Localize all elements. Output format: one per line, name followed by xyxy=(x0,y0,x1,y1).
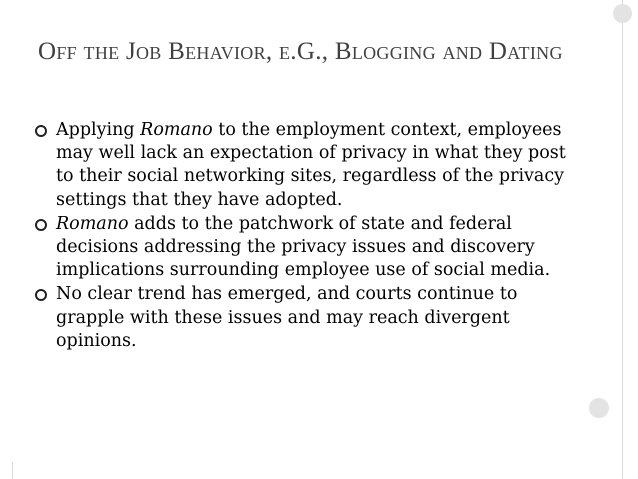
bullet-text-post: adds to the patchwork of state and federal decisions addressing the privacy issues and discovery implications surrounding employee use of social media. xyxy=(56,213,551,281)
right-border-line xyxy=(622,0,623,479)
decorative-circle-top xyxy=(613,4,632,23)
bullet-text-italic: Romano xyxy=(140,120,213,140)
bullet-text-pre: No clear trend has emerged, and courts continue to grapple with these issues and may reach divergent opinions. xyxy=(56,284,518,351)
bullet-text-lead-italic: Romano xyxy=(56,213,129,234)
decorative-circle-bottom xyxy=(589,398,609,418)
bullet-text-post: to the employment context, employees may well lack an expectation of privacy in what they post to their social networking sites, regardless of the privacy settings that they have adopted. xyxy=(56,120,566,210)
bullet-item-2 xyxy=(35,213,575,283)
left-border-line xyxy=(12,462,13,479)
hollow-circle-icon xyxy=(35,219,47,231)
bullet-item-3 xyxy=(35,283,575,353)
bullet-item-1 xyxy=(35,119,575,212)
slide-title: Off the Job Behavior, e.G., Blogging and Dating xyxy=(38,38,563,65)
hollow-circle-icon xyxy=(35,289,47,301)
bullet-text-pre: Applying xyxy=(56,120,141,140)
hollow-circle-icon xyxy=(35,125,47,137)
bullet-list xyxy=(35,119,575,354)
